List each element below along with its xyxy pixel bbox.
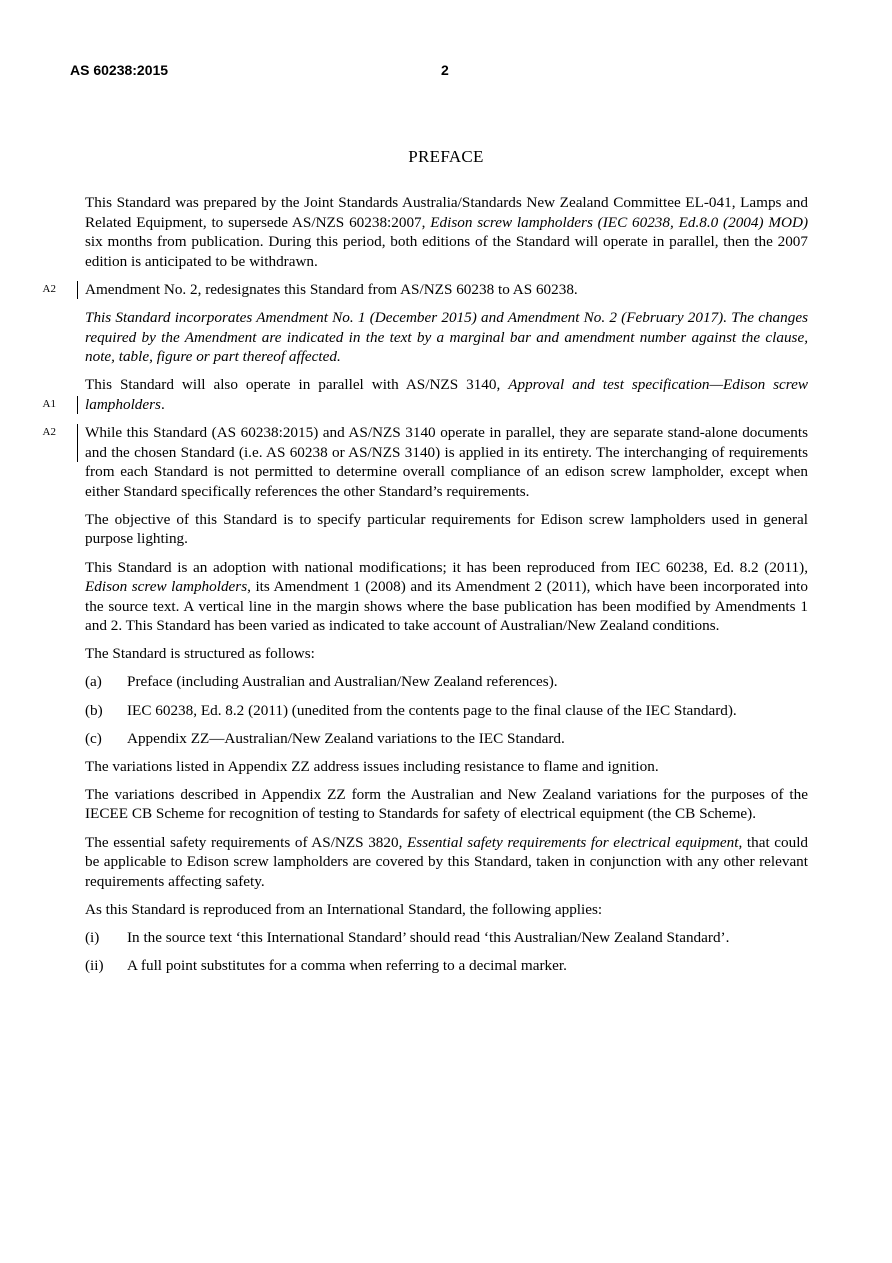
list-item-label: (a) xyxy=(85,673,102,691)
paragraph-text: This Standard was prepared by the Joint Standards Australia/Standards New Zealand Committee EL-041, Lamps and Related Equipment, to supersede AS/NZS 60238:2007, xyxy=(85,194,808,231)
title-reference: Approval and test specification—Edison screw lampholders xyxy=(85,376,808,413)
list-item-text: IEC 60238, Ed. 8.2 (2011) (unedited from the contents page to the final clause of the IEC Standard). xyxy=(127,701,737,719)
list-item xyxy=(85,928,808,948)
list-item-label: (b) xyxy=(85,701,103,719)
paragraph-amendments-incorporated xyxy=(85,308,808,367)
title-reference: Essential safety requirements for electrical equipment xyxy=(407,833,739,851)
list-item-label: (ii) xyxy=(85,957,104,974)
list-item xyxy=(85,701,808,721)
paragraph-text: , its Amendment 1 (2008) and its Amendment 2 (2011), which have been incorporated into the source text. A vertical line in the margin shows where the base publication has been modified by Amendments 1 and 2. This Standard has been varied as indicated to take account of Australian/New Zealand conditions. xyxy=(85,578,808,635)
paragraph-text: As this Standard is reproduced from an International Standard, the following applies: xyxy=(85,900,603,918)
paragraph-text: The essential safety requirements of AS/NZS 3820, xyxy=(85,833,407,851)
list-item-text: A full point substitutes for a comma when referring to a decimal marker. xyxy=(127,957,567,974)
paragraph-structure-intro xyxy=(85,644,808,664)
paragraph-parallel-operation xyxy=(42,375,808,414)
paragraph-text: This Standard will also operate in parallel with AS/NZS 3140, xyxy=(85,376,509,394)
paragraph-committee xyxy=(85,193,808,271)
list-item xyxy=(85,956,808,976)
standard-number-header: AS 60238:2015 xyxy=(70,62,169,78)
paragraph-text: six months from publication. During this period, both editions of the Standard will operate in parallel, then the 2007 edition is anticipated to be withdrawn. xyxy=(85,233,808,270)
paragraph-objective xyxy=(85,510,808,549)
list-item-text: In the source text ‘this International Standard’ should read ‘this Australian/New Zealand Standard’. xyxy=(127,928,730,946)
paragraph-text: This Standard is an adoption with national modifications; it has been reproduced from IEC 60238, Ed. 8.2 (2011), xyxy=(85,558,808,576)
amendment-bar xyxy=(77,424,78,462)
paragraph-text: The Standard is structured as follows: xyxy=(85,645,315,663)
list-item-text: Preface (including Australian and Australian/New Zealand references). xyxy=(127,673,558,691)
list-item xyxy=(85,729,808,749)
paragraph-adoption xyxy=(85,558,808,636)
page-title: PREFACE xyxy=(408,147,484,166)
paragraph-essential-safety xyxy=(85,833,808,892)
paragraph-applies-intro xyxy=(85,900,808,920)
list-item-label: (i) xyxy=(85,928,100,946)
paragraph-text: While this Standard (AS 60238:2015) and AS/NZS 3140 operate in parallel, they are separate stand-alone documents and the chosen Standard (i.e. AS 60238 or AS/NZS 3140) is applied in its entirety. The interchanging of requirements from each Standard is not permitted to determine overall compliance of an edison screw lampholder, except when either Standard specifically references the other Standard’s requirements. xyxy=(85,423,808,500)
paragraph-amendment-2 xyxy=(42,280,808,300)
paragraph-text: The variations described in Appendix ZZ form the Australian and New Zealand variations for the purposes of the IECEE CB Scheme for recognition of testing to Standards for safety of electrical equipment (the CB Scheme). xyxy=(85,785,808,823)
paragraph-text: . xyxy=(160,395,165,413)
paragraph-text: The variations listed in Appendix ZZ address issues including resistance to flame and ignition. xyxy=(85,757,659,775)
list-item xyxy=(85,672,808,692)
list-item-text: Appendix ZZ—Australian/New Zealand variations to the IEC Standard. xyxy=(127,729,565,747)
paragraph-text: , that could be applicable to Edison screw lampholders are covered by this Standard, taken in conjunction with any other relevant requirements affecting safety. xyxy=(85,833,809,890)
amendment-mark-a1: A1 xyxy=(42,398,56,411)
amendment-mark-a2: A2 xyxy=(42,282,56,295)
paragraph-cb-scheme xyxy=(85,785,808,824)
paragraph-text: This Standard incorporates Amendment No. 1 (December 2015) and Amendment No. 2 (February 2017). The changes required by the Amendment are indicated in the text by a marginal bar and amendment number against the clause, note, table, figure or part thereof affected. xyxy=(85,308,808,366)
list-item-label: (c) xyxy=(85,729,102,747)
paragraph-text: Amendment No. 2, redesignates this Standard from AS/NZS 60238 to AS 60238. xyxy=(85,280,578,298)
page-number: 2 xyxy=(441,62,449,78)
amendment-bar xyxy=(77,281,78,299)
paragraph-variations-listed xyxy=(85,757,808,777)
paragraph-text: The objective of this Standard is to specify particular requirements for Edison screw lampholders used in general purpose lighting. xyxy=(85,510,808,548)
title-reference: Edison screw lampholders (IEC 60238, Ed.8.0 (2004) MOD) xyxy=(430,213,808,231)
preface-body xyxy=(42,193,809,984)
paragraph-stand-alone xyxy=(42,423,808,501)
amendment-mark-a2: A2 xyxy=(42,425,56,438)
title-reference: Edison screw lampholders xyxy=(85,578,248,596)
amendment-bar xyxy=(77,396,78,414)
